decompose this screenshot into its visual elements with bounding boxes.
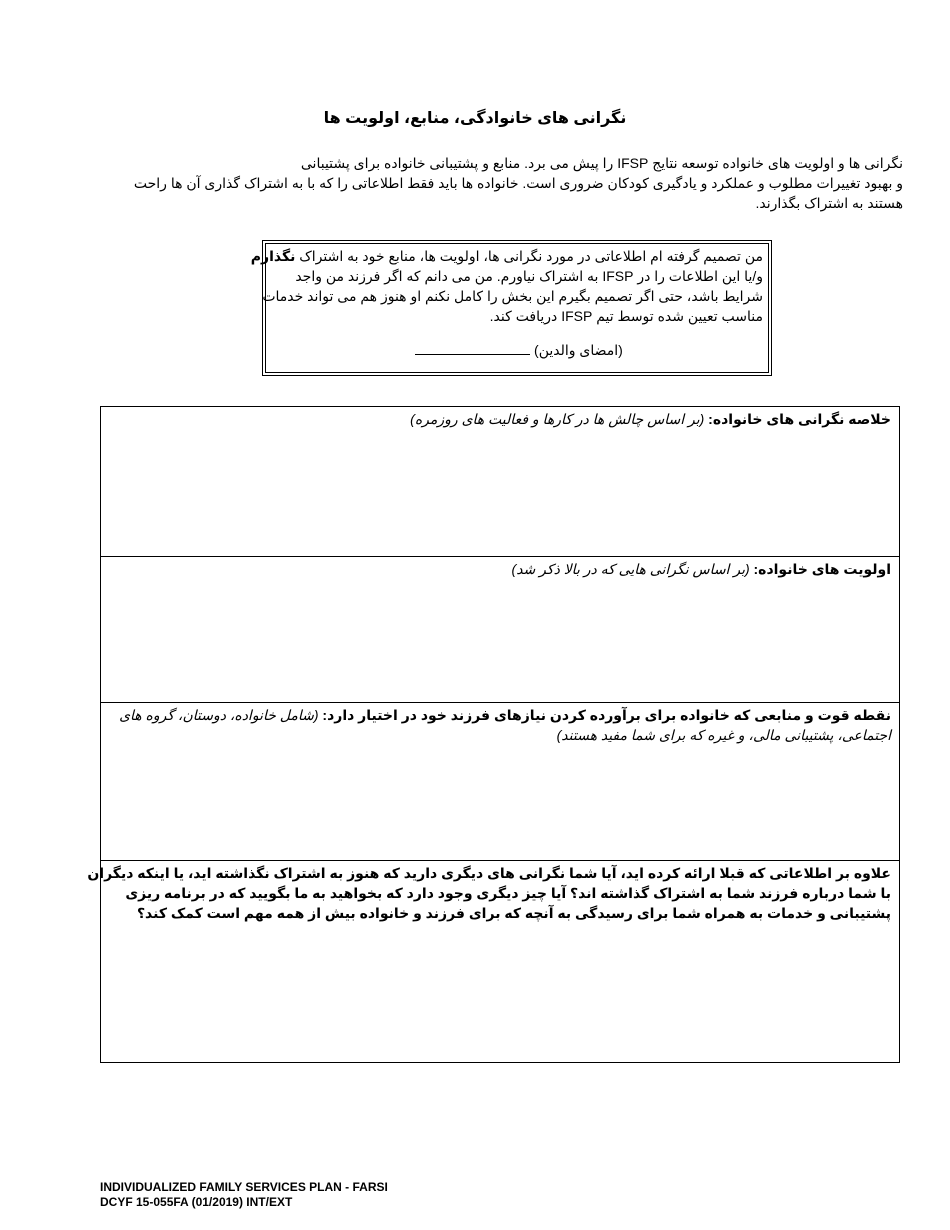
signature-field[interactable] [415, 340, 530, 355]
section-label: اولویت های خانواده: [753, 561, 891, 577]
consent-line: مناسب تعیین شده توسط تیم IFSP دریافت کند. [489, 308, 763, 324]
form-footer [100, 1180, 388, 1210]
page-title: نگرانی های خانوادگی، منابع، اولویت ها [323, 110, 627, 127]
consent-line: شرایط باشد، حتی اگر تصمیم بگیرم این بخش را کامل نکنم او هنوز هم می تواند خدمات [262, 288, 763, 304]
footer-form-number: DCYF 15-055FA (01/2019) INT/EXT [100, 1195, 293, 1209]
section-question-line: پشتیبانی و خدمات به همراه شما برای رسیدگی به آنچه که برای فرزند و خانواده بیش از همه مهم است کمک کند؟ [136, 905, 891, 921]
family-priorities-section[interactable] [101, 556, 899, 702]
section-label: نقطه قوت و منابعی که خانواده برای برآورده کردن نیازهای فرزند خود در اختیار دارد: [322, 707, 891, 723]
section-question-line: علاوه بر اطلاعاتی که قبلا ارائه کرده اید، آیا شما نگرانی های دیگری دارید که هنوز به اشتراک نگذاشته اید، یا اینکه دیگران [87, 865, 891, 881]
consent-decline-word: نگذارم [250, 248, 296, 264]
footer-form-title: INDIVIDUALIZED FAMILY SERVICES PLAN - FARSI [100, 1180, 388, 1194]
section-label: خلاصه نگرانی های خانواده: [708, 411, 891, 427]
signature-row [271, 340, 763, 360]
consent-box-inner [250, 243, 769, 373]
intro-line: هستند به اشتراک بگذارند. [755, 195, 903, 211]
signature-label: (امضای والدین) [534, 342, 623, 358]
consent-line1-text: من تصمیم گرفته ام اطلاعاتی در مورد نگرانی ها، اولویت ها، منابع خود به اشتراک [295, 248, 763, 264]
section-hint: (بر اساس چالش ها در کارها و فعالیت های روزمره) [410, 411, 705, 427]
section-question-line: با شما درباره فرزند شما به اشتراک گذاشته اند؟ آیا چیز دیگری وجود دارد که بخواهید به ما بگویید که در برنامه ریزی [125, 885, 891, 901]
family-strengths-section[interactable] [101, 702, 899, 860]
intro-paragraph [128, 153, 903, 213]
section-hint: (شامل خانواده، دوستان، گروه های اجتماعی، پشتیبانی مالی، و غیره که برای شما مفید هستند) [119, 707, 891, 743]
consent-box [250, 240, 772, 376]
intro-line: و بهبود تغییرات مطلوب و عملکرد و یادگیری کودکان ضروری است. خانواده ها باید فقط اطلاعاتی را که با به اشتراک گذاری آن ها راحت [133, 175, 903, 191]
section-hint: (بر اساس نگرانی هایی که در بالا ذکر شد) [511, 561, 750, 577]
family-concerns-section[interactable] [101, 407, 899, 556]
other-concerns-section[interactable] [87, 860, 899, 1062]
consent-line [250, 246, 763, 266]
sections-table [87, 406, 900, 1063]
consent-line: و/یا این اطلاعات را در IFSP به اشتراک نیاورم. من می دانم که اگر فرزند من واجد [295, 268, 763, 284]
intro-line: نگرانی ها و اولویت های خانواده توسعه نتایج IFSP را پیش می برد. منابع و پشتیبانی خانواده برای پشتیبانی [300, 155, 903, 171]
